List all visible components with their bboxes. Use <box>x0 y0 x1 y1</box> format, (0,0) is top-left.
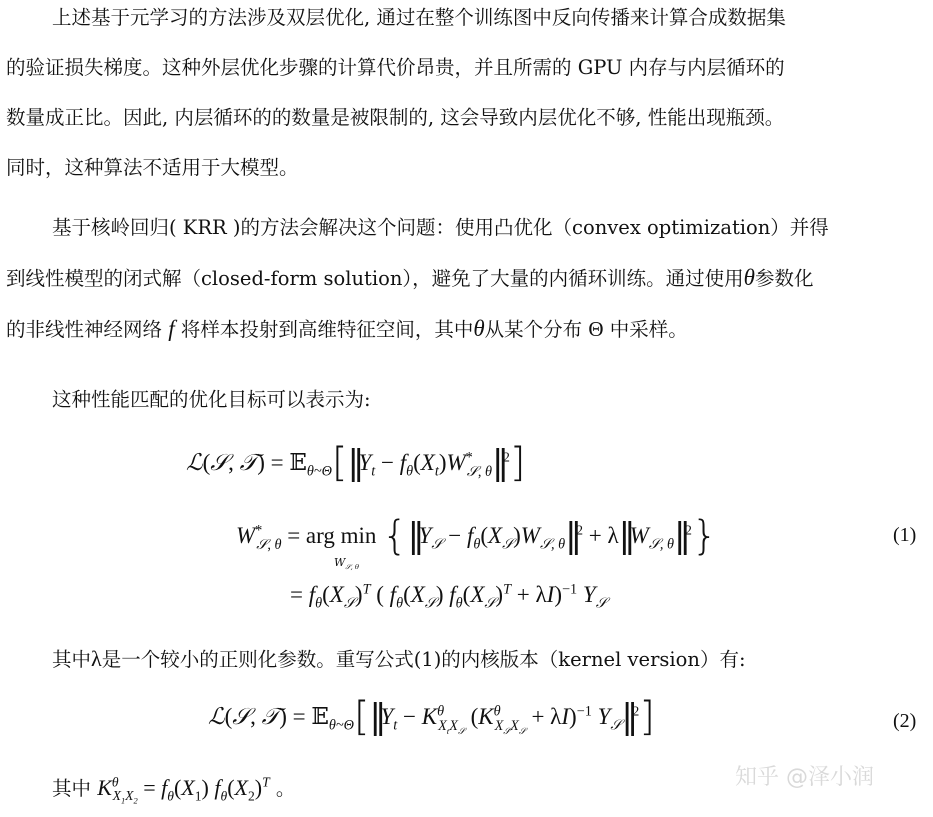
theta-symbol-2: θ <box>473 316 485 341</box>
equation-1-row-2: $W^*_{𝒮, \theta}$ = arg $\min \{‖Y_𝒮$ − $f_\theta(X_𝒮)W_{𝒮, \theta}‖^2$ + $\lambda‖W_{𝒮, \theta}‖^2$} <box>236 513 718 559</box>
f-symbol: f <box>168 316 175 341</box>
equation-2: ℒ(𝒮, 𝒯) = $𝔼_{\theta\sim\Theta}[‖Y_t - K^\theta_{X_tX_𝒮}$ $(K^\theta_{X_𝒮X_𝒮} + \lambda I)^{-1}$ $Y_𝒮‖^2$] <box>208 694 655 740</box>
equation-2-number: (2) <box>893 710 917 732</box>
paragraph-3-text: 这种性能匹配的优化目标可以表示为: <box>52 388 371 411</box>
equation-1-row-1: ℒ(𝒮, 𝒯) = $𝔼_{\theta\sim\Theta}[‖Y_t$ − $f_\theta(X_t)W^*_{𝒮, \theta}‖^2$] <box>186 440 526 486</box>
paragraph-5-b: 。 <box>275 777 296 800</box>
paragraph-4-line <box>6 634 926 685</box>
paragraph-2-line-2 <box>6 253 926 304</box>
equation-1-row-3: = $f_\theta(X_𝒮)^T$ ( $f_\theta(X_𝒮) f_\theta(X_𝒮)^T + \lambda I)^{-1}$ $Y_𝒮$ <box>290 581 607 612</box>
paragraph-2-line-3-d: 中采样。 <box>609 318 688 341</box>
paragraph-4-a: 其中 <box>52 648 92 671</box>
argmin-subscript: $W_{𝒮, \theta}$ <box>334 556 360 572</box>
paragraph-1-line-3: 数量成正比。因此, 内层循环的的数量是被限制的, 这会导致内层优化不够, 性能出现瓶颈。 <box>6 106 785 129</box>
theta-symbol: θ <box>743 265 755 290</box>
lambda-symbol: λ <box>91 646 102 671</box>
paragraph-2-line-3-c: 从某个分布 <box>484 318 583 341</box>
paragraph-4 <box>6 634 926 685</box>
paragraph-2-line-3-a: 的非线性神经网络 <box>6 318 163 341</box>
paragraph-2-line-3-b: 将样本投射到高维特征空间，其中 <box>180 318 474 341</box>
paragraph-1-line-4: 同时，这种算法不适用于大模型。 <box>6 156 299 179</box>
paragraph-4-b: 是一个较小的正则化参数。重写公式(1)的内核版本（kernel version）有: <box>101 648 746 671</box>
paragraph-2-line-1-text: 基于核岭回归( KRR )的方法会解决这个问题：使用凸优化（convex optimization）并得 <box>52 216 829 239</box>
paragraph-2-line-2-text: 到线性模型的闭式解（closed-form solution），避免了大量的内循环训练。通过使用 <box>6 267 744 290</box>
paragraph-2-line-3 <box>6 304 926 355</box>
paragraph-1-line-1: 上述基于元学习的方法涉及双层优化, 通过在整个训练图中反向传播来计算合成数据集 <box>52 6 786 29</box>
paragraph-1-cont <box>6 43 926 193</box>
equation-1-number: (1) <box>893 524 917 546</box>
paragraph-2 <box>6 203 926 355</box>
capital-theta-symbol: Θ <box>588 317 604 341</box>
kernel-definition: $K^\theta_{X_1X_2} = f_\theta(X_1)$ $f_\theta(X_2)^T$ <box>97 774 270 807</box>
paragraph-2-line-2-tail: 参数化 <box>754 267 814 290</box>
paragraph-5-a: 其中 <box>52 777 92 800</box>
paragraph-2-line-1 <box>6 203 926 253</box>
paragraph-3 <box>6 375 926 425</box>
zhihu-watermark: 知乎 @泽小润 <box>735 765 874 790</box>
paragraph-1-line-2: 的验证损失梯度。这种外层优化步骤的计算代价昂贵，并且所需的 GPU 内存与内层循环的 <box>6 56 785 79</box>
paragraph-1 <box>6 0 926 43</box>
